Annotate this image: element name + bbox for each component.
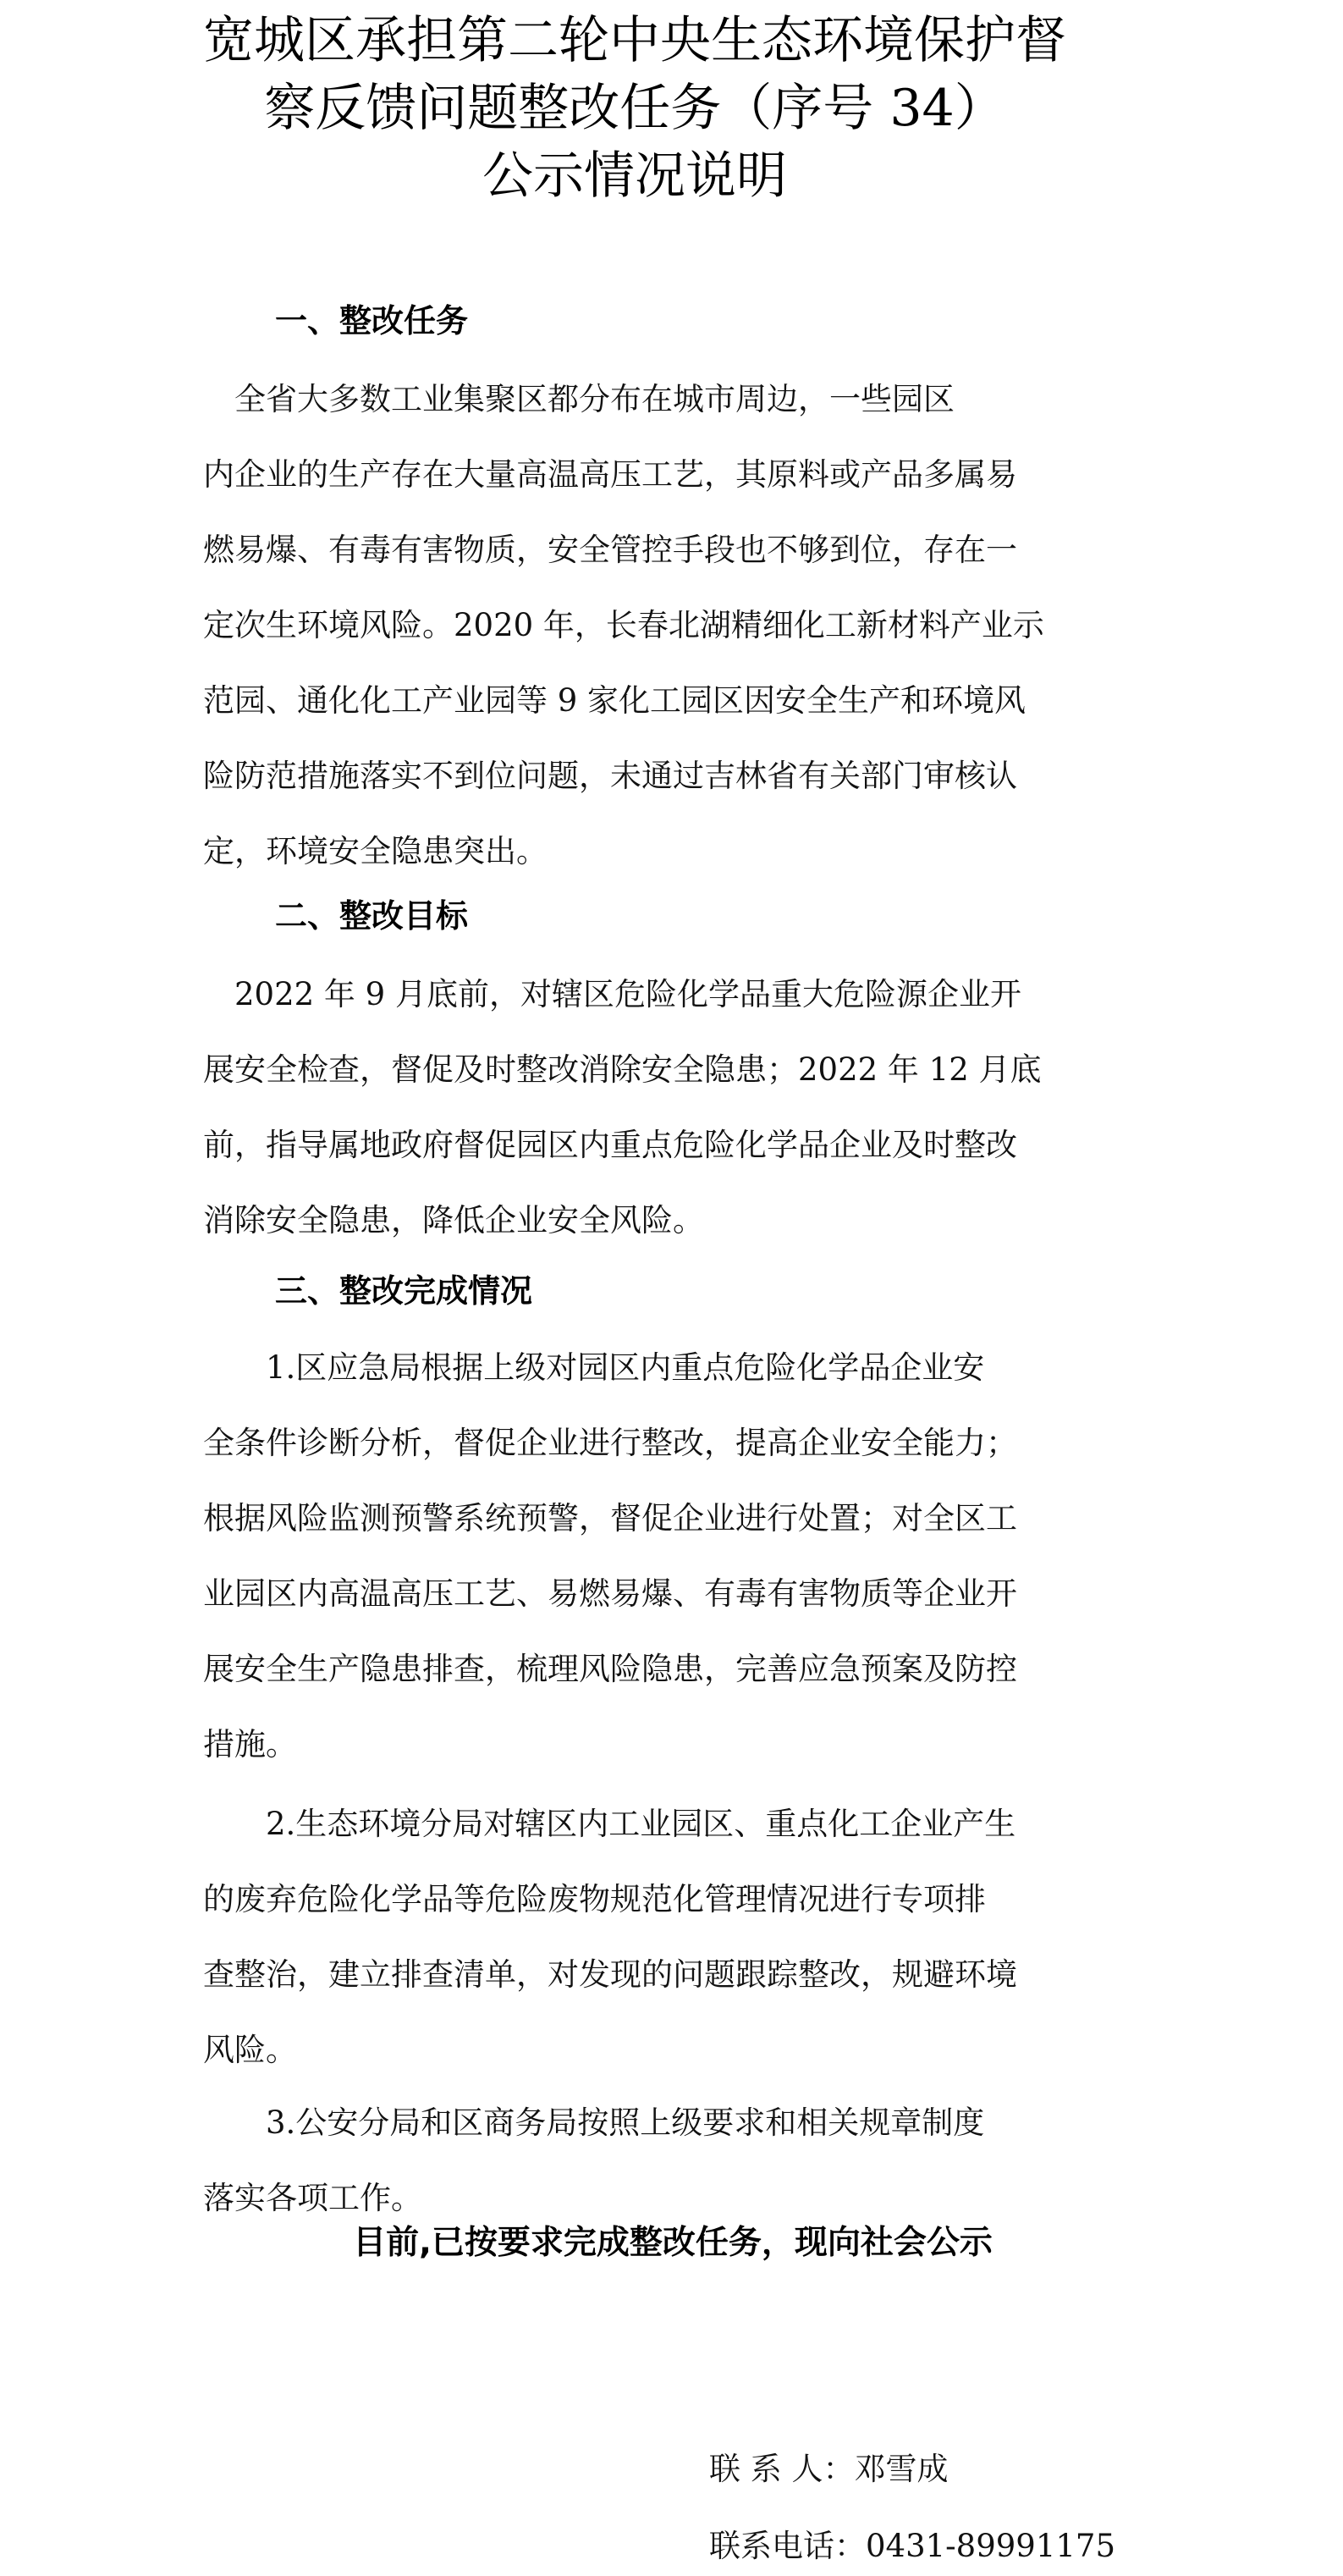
- text-line: 展安全生产隐患排查，梳理风险隐患，完善应急预案及防控: [203, 1651, 1017, 1687]
- text-line: 定，环境安全隐患突出。: [203, 833, 548, 869]
- text-line: 落实各项工作。: [203, 2180, 422, 2216]
- title-line-2: 察反馈问题整改任务（序号 34）: [264, 79, 1005, 138]
- contact-phone-label: 联系电话：: [709, 2528, 866, 2564]
- contact-phone: [709, 2525, 1115, 2568]
- title-line-1: 宽城区承担第二轮中央生态环境保护督: [203, 11, 1066, 70]
- text-line: 定次生环境风险。2020 年，长春北湖精细化工新材料产业示: [203, 607, 1044, 643]
- document-title: [127, 7, 1142, 210]
- text-line: 险防范措施落实不到位问题，未通过吉林省有关部门审核认: [203, 758, 1017, 794]
- text-line: 根据风险监测预警系统预警，督促企业进行处置；对全区工: [203, 1500, 1017, 1536]
- text-line: 前，指导属地政府督促园区内重点危险化学品企业及时整改: [203, 1127, 1017, 1163]
- text-line: 风险。: [203, 2032, 297, 2068]
- text-line: 2.生态环境分局对辖区内工业园区、重点化工企业产生: [203, 1806, 1016, 1842]
- closing-statement: 目前,已按要求完成整改任务，现向社会公示: [353, 2224, 993, 2262]
- text-line: 措施。: [203, 1726, 297, 1762]
- section-goal-body: [203, 957, 1142, 1258]
- section-heading-completion: 三、整改完成情况: [275, 1272, 533, 1310]
- contact-phone-value: 0431-89991175: [866, 2528, 1115, 2564]
- text-line: 范园、通化化工产业园等 9 家化工园区因安全生产和环境风: [203, 682, 1027, 719]
- text-line: 内企业的生产存在大量高温高压工艺，其原料或产品多属易: [203, 456, 1017, 493]
- title-line-3: 公示情况说明: [482, 146, 787, 206]
- text-line: 业园区内高温高压工艺、易燃易爆、有毒有害物质等企业开: [203, 1575, 1017, 1612]
- text-line: 1.区应急局根据上级对园区内重点危险化学品企业安: [203, 1349, 985, 1386]
- text-line: 全条件诊断分析，督促企业进行整改，提高企业安全能力；: [203, 1425, 1017, 1461]
- completion-item-2: [203, 1786, 1142, 2088]
- completion-item-1: [203, 1330, 1142, 1782]
- text-line: 3.公安分局和区商务局按照上级要求和相关规章制度: [203, 2104, 985, 2141]
- contact-person-value: 邓雪成: [854, 2451, 949, 2487]
- contact-person-label: 联 系 人：: [709, 2451, 855, 2487]
- completion-item-3: [203, 2085, 1142, 2236]
- contact-person: [709, 2448, 949, 2491]
- section-heading-task: 一、整改任务: [275, 302, 469, 339]
- text-line: 消除安全隐患，降低企业安全风险。: [203, 1202, 704, 1238]
- text-line: 的废弃危险化学品等危险废物规范化管理情况进行专项排: [203, 1881, 986, 1917]
- text-line: 全省大多数工业集聚区都分布在城市周边，一些园区: [203, 381, 955, 417]
- text-line: 查整治，建立排查清单，对发现的问题跟踪整改，规避环境: [203, 1956, 1017, 1993]
- section-task-body: [203, 361, 1142, 889]
- text-line: 燃易爆、有毒有害物质，安全管控手段也不够到位，存在一: [203, 532, 1017, 568]
- section-heading-goal: 二、整改目标: [275, 897, 469, 935]
- text-line: 展安全检查，督促及时整改消除安全隐患；2022 年 12 月底: [203, 1051, 1042, 1088]
- text-line: 2022 年 9 月底前，对辖区危险化学品重大危险源企业开: [203, 976, 1021, 1012]
